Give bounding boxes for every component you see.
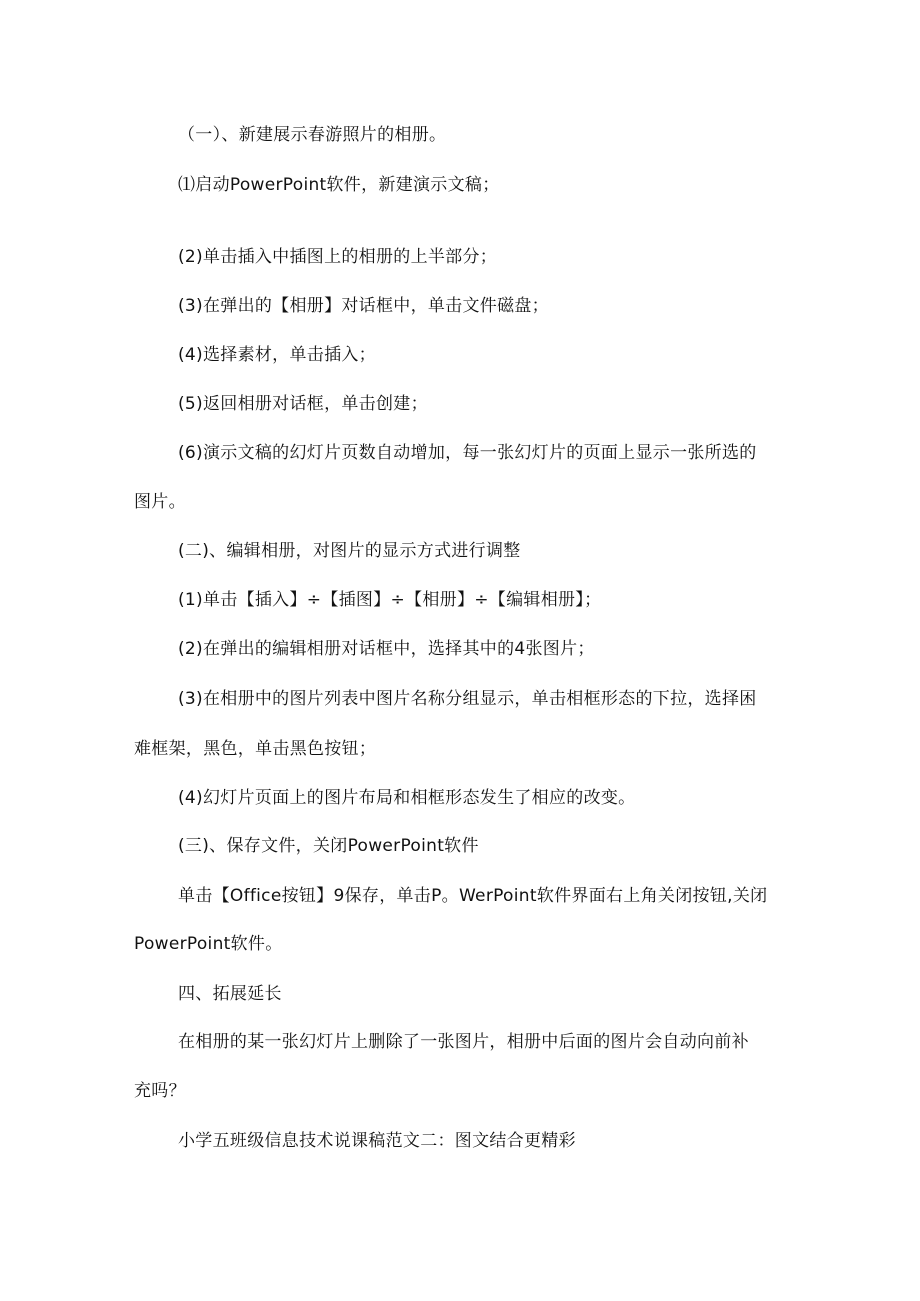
- step-2-3-continued: 难框架，黑色，单击黑色按钮；: [134, 739, 377, 759]
- section-2-heading: (二)、编辑相册，对图片的显示方式进行调整: [178, 541, 521, 561]
- step-2-4: (4)幻灯片页面上的图片布局和相框形态发生了相应的改变。: [178, 788, 636, 808]
- step-2-1: (1)单击【插入】÷【插图】÷【相册】÷【编辑相册】；: [178, 590, 602, 610]
- step-2-3: (3)在相册中的图片列表中图片名称分组显示，单击相框形态的下拉，选择困: [178, 689, 757, 709]
- section-3-heading: (三)、保存文件，关闭PowerPoint软件: [178, 836, 479, 856]
- section-3-body-continued: PowerPoint软件。: [134, 934, 283, 954]
- section-1-heading: （一）、新建展示春游照片的相册。: [178, 125, 447, 145]
- step-1-4: (4)选择素材，单击插入；: [178, 345, 376, 365]
- step-1-6-continued: 图片。: [134, 492, 186, 512]
- section-4-question-continued: 充吗？: [134, 1081, 186, 1101]
- step-1-2: (2)单击插入中插图上的相册的上半部分；: [178, 247, 498, 267]
- step-1-3: (3)在弹出的【相册】对话框中，单击文件磁盘；: [178, 296, 549, 316]
- step-1-5: (5)返回相册对话框，单击创建；: [178, 394, 428, 414]
- section-4-heading: 四、拓展延长: [178, 984, 282, 1004]
- section-4-question: 在相册的某一张幻灯片上删除了一张图片，相册中后面的图片会自动向前补: [178, 1032, 749, 1052]
- next-article-title: 小学五班级信息技术说课稿范文二：图文结合更精彩: [178, 1131, 576, 1151]
- step-1-1: ⑴启动PowerPoint软件，新建演示文稿；: [178, 175, 500, 195]
- section-3-body: 单击【Office按钮】9保存，单击P。WerPoint软件界面右上角关闭按钮,关闭: [178, 886, 768, 906]
- step-2-2: (2)在弹出的编辑相册对话框中，选择其中的4张图片；: [178, 639, 595, 659]
- step-1-6: (6)演示文稿的幻灯片页数自动增加，每一张幻灯片的页面上显示一张所选的: [178, 443, 757, 463]
